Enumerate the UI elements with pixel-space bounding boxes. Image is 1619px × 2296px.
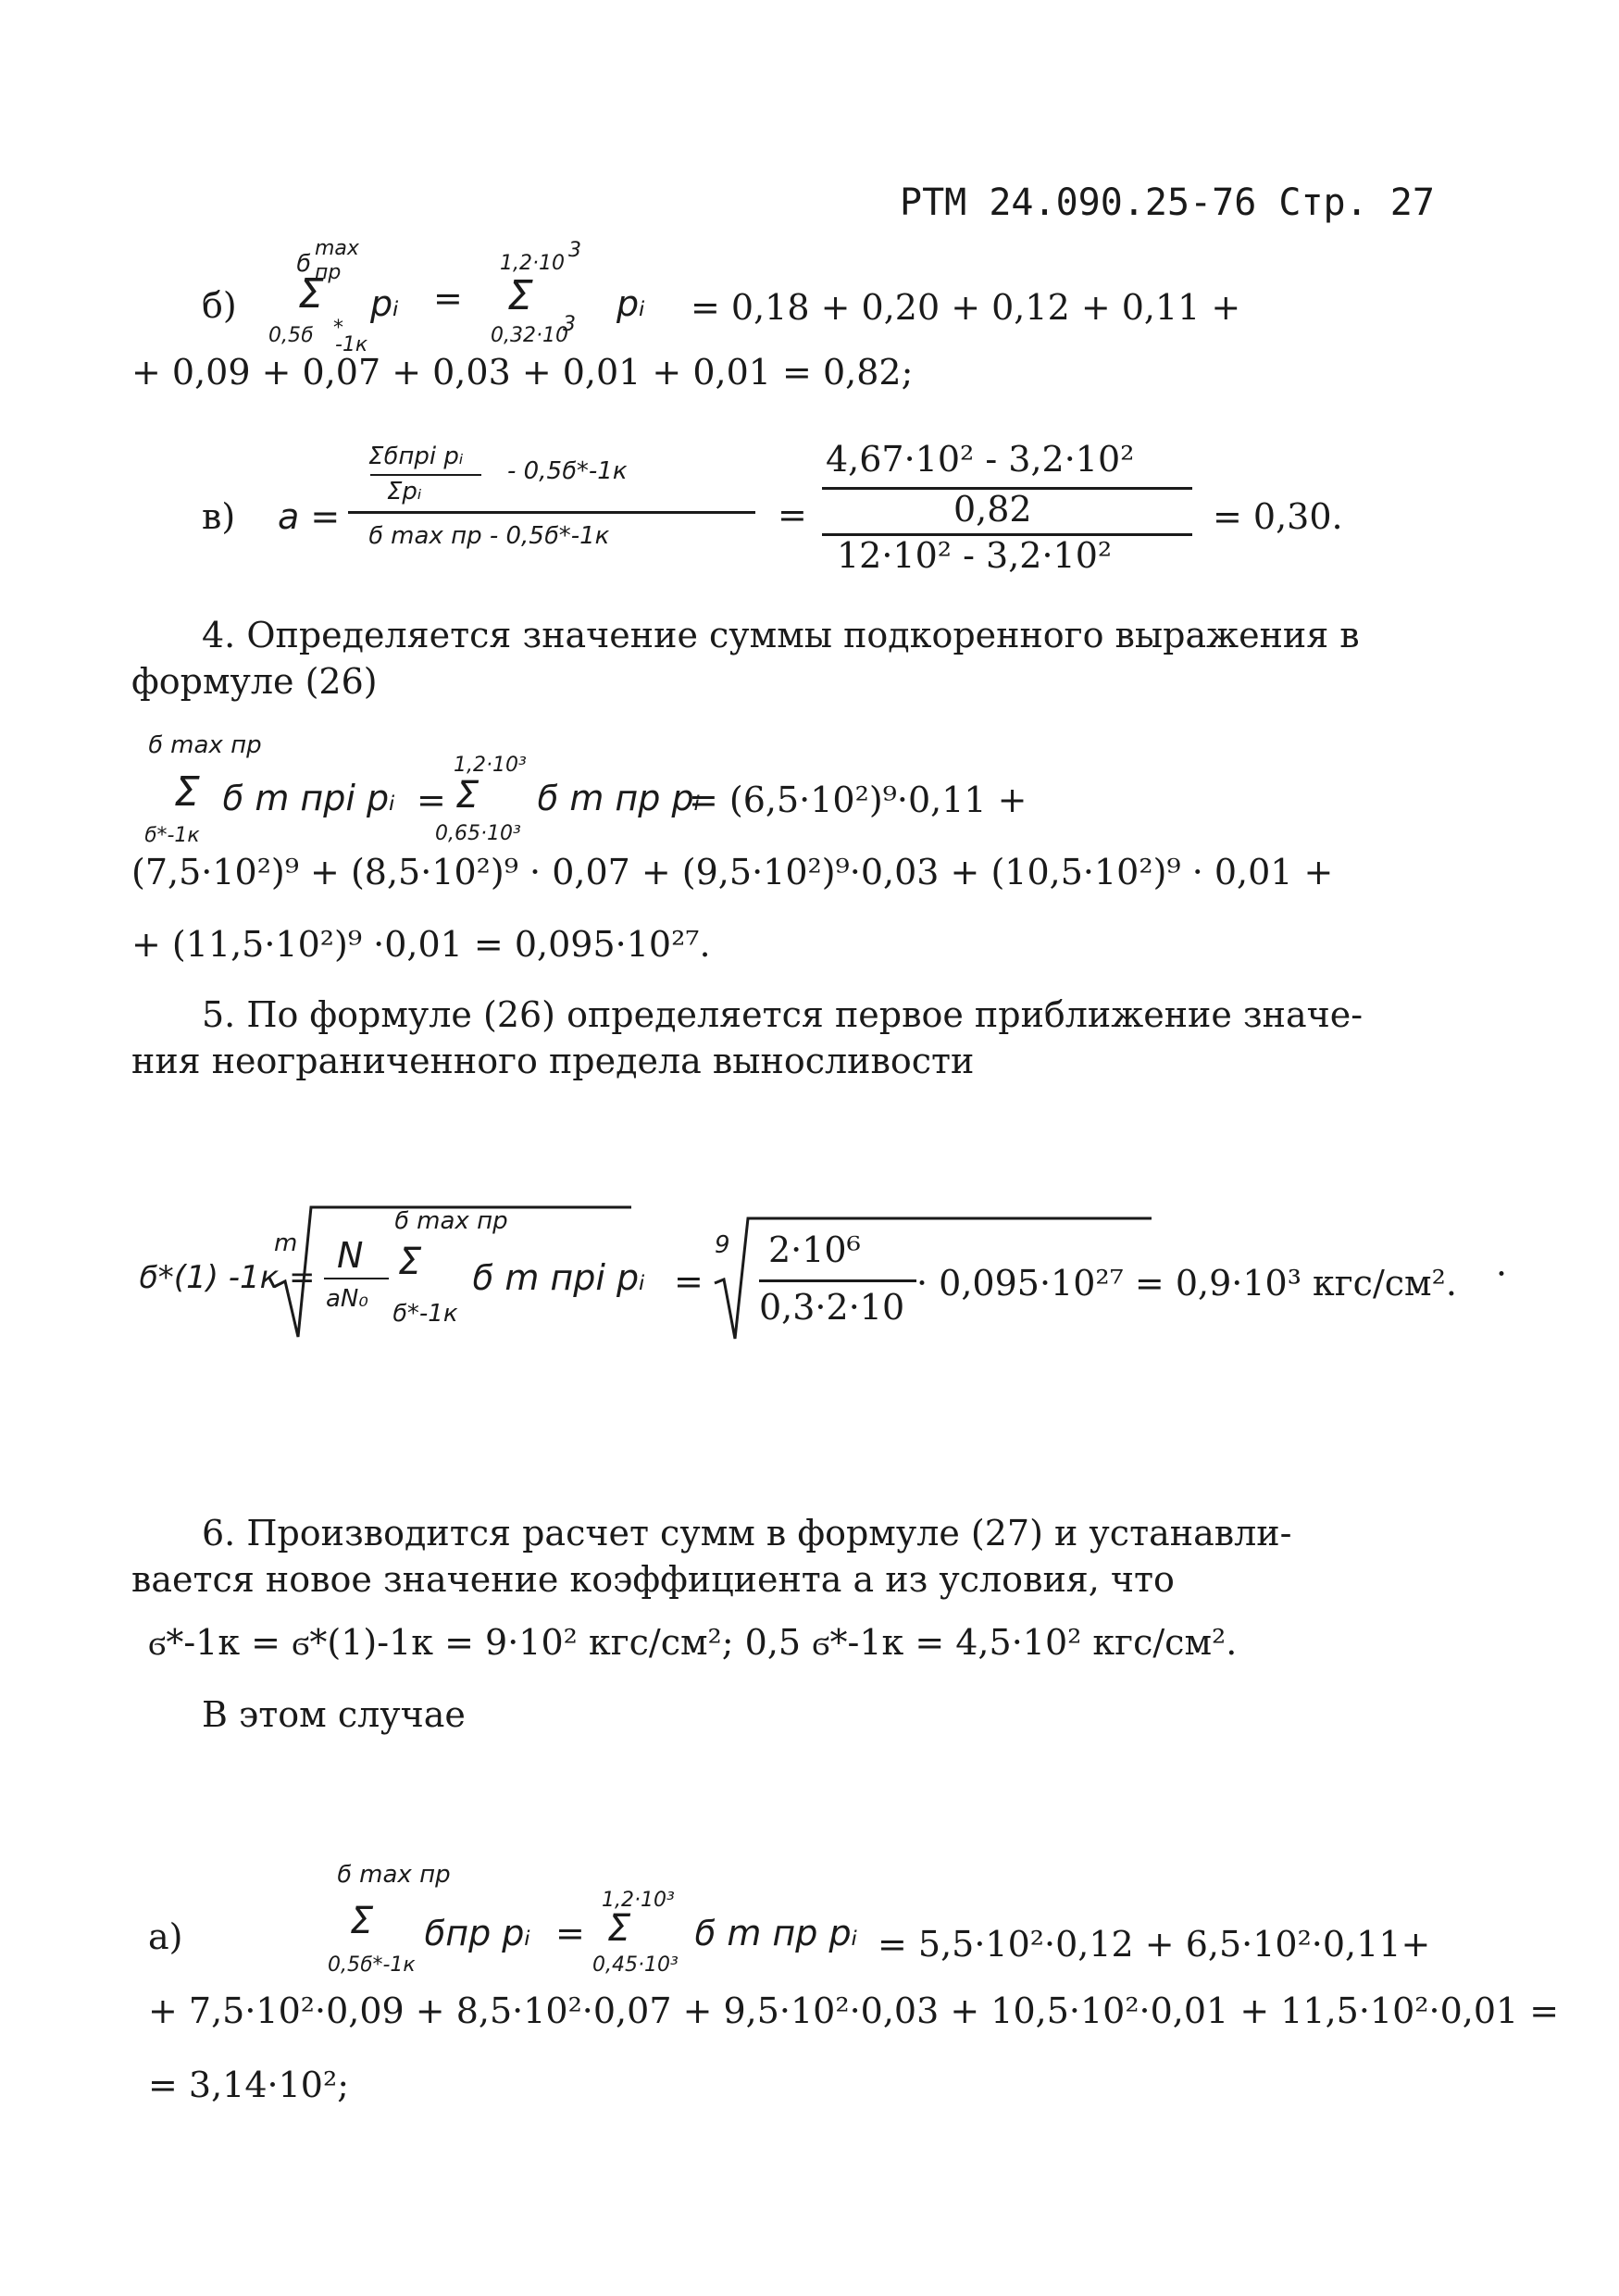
sum-lower-sup: * bbox=[333, 317, 343, 340]
rhs-line-3: + (11,5·10²)⁹ ·0,01 = 0,095·10²⁷. bbox=[131, 924, 711, 965]
root-index: 9 bbox=[715, 1231, 730, 1259]
sum-upper: ϭ max пр bbox=[148, 731, 262, 759]
sum-lower-exp: 3 bbox=[563, 313, 576, 336]
inner-frac-num: Σϭпрi pᵢ bbox=[368, 443, 464, 470]
paragraph-5-line-2: ния неограниченного предела выносливости bbox=[131, 1041, 975, 1081]
sum-lower: ϭ*-1к bbox=[144, 824, 200, 847]
numeric-frac-mid: 0,82 bbox=[953, 489, 1032, 530]
inner-frac-den: Σpᵢ bbox=[387, 478, 422, 505]
sigma-icon: Σ bbox=[607, 1907, 631, 1950]
sigma-icon: Σ bbox=[507, 272, 533, 319]
a-symbol: a = bbox=[278, 496, 341, 537]
sum-lower: 0,32·10 bbox=[491, 324, 568, 347]
sum-lower: 0,45·10³ bbox=[592, 1953, 679, 1977]
paragraph-4-line-1: 4. Определяется значение суммы подкоренного выражения в bbox=[202, 615, 1360, 655]
rhs: · 0,095·10²⁷ = 0,9·10³ кгс/см². bbox=[916, 1263, 1457, 1304]
equals-sign: = bbox=[778, 494, 807, 535]
sum-upper-sub: пр bbox=[315, 261, 342, 284]
frac-num: 2·10⁶ bbox=[768, 1229, 861, 1270]
sum-upper: 1,2·10³ bbox=[454, 754, 527, 777]
main-frac-line bbox=[348, 511, 755, 514]
numerator-rest: - 0,5ϭ*-1к bbox=[507, 457, 628, 485]
equals-sign: = bbox=[417, 780, 446, 820]
lhs: ϭ*(1) -1к = bbox=[139, 1259, 316, 1296]
paragraph-6-line-2: вается новое значение коэффициента a из условия, что bbox=[131, 1559, 1175, 1600]
rhs-line-1: = (6,5·10²)⁹·0,11 + bbox=[689, 780, 1027, 820]
sum-lower: 0,5ϭ*-1к bbox=[328, 1953, 416, 1977]
rhs-line-2: + 0,09 + 0,07 + 0,03 + 0,01 + 0,01 = 0,82; bbox=[131, 352, 914, 393]
item-label-v: в) bbox=[202, 496, 236, 537]
frac-den: 0,3·2·10 bbox=[759, 1287, 905, 1328]
rhs-line-2: + 7,5·10²·0,09 + 8,5·10²·0,07 + 9,5·10²·0,03 + 10,5·10²·0,01 + 11,5·10²·0,01 = bbox=[148, 1990, 1560, 2031]
sum-formula-4a bbox=[139, 731, 417, 861]
item-label-b: б) bbox=[202, 285, 237, 326]
sum-term: ϭ m пр pᵢ bbox=[537, 778, 701, 818]
numeric-frac-den: 12·10² - 3,2·10² bbox=[837, 535, 1113, 576]
sum-upper: 1,2·10³ bbox=[602, 1889, 675, 1912]
sum-term: ϭ m прi pᵢ bbox=[222, 778, 395, 818]
sum-formula-4b bbox=[435, 731, 713, 861]
root-index: m bbox=[274, 1229, 298, 1257]
stray-mark: · bbox=[1496, 1254, 1508, 1294]
sum-formula-a2 bbox=[574, 1861, 858, 1990]
numeric-frac-num: 4,67·10² - 3,2·10² bbox=[826, 439, 1135, 480]
sum-lower: 0,65·10³ bbox=[435, 822, 521, 845]
sigma-icon: Σ bbox=[455, 774, 479, 817]
paragraph-6-line-1: 6. Производится расчет сумм в формуле (27) и устанавли- bbox=[202, 1513, 1292, 1554]
sum-term: pᵢ bbox=[616, 283, 645, 324]
equals-sign: = bbox=[433, 278, 463, 318]
sigma-icon: Σ bbox=[174, 768, 200, 816]
page-header: РТМ 24.090.25-76 Стр. 27 bbox=[900, 181, 1435, 224]
sum-upper-exp: 3 bbox=[568, 239, 581, 262]
sum-upper: ϭ max пр bbox=[337, 1861, 451, 1889]
sum-upper: ϭ max пр bbox=[394, 1207, 508, 1235]
sum-upper: 1,2·10 bbox=[500, 252, 565, 275]
rhs-line-1: = 0,18 + 0,20 + 0,12 + 0,11 + bbox=[691, 287, 1241, 328]
paragraph-5-line-1: 5. По формуле (26) определяется первое приближение значе- bbox=[202, 994, 1364, 1035]
sum-term: ϭ m прi pᵢ bbox=[472, 1257, 645, 1298]
sum-formula-b2 bbox=[481, 239, 685, 347]
paragraph-4-line-2: формуле (26) bbox=[131, 661, 378, 702]
rhs-line-1: = 5,5·10²·0,12 + 6,5·10²·0,11+ bbox=[878, 1924, 1431, 1965]
item-label-a: а) bbox=[148, 1916, 183, 1957]
sum-lower-sub: -1к bbox=[335, 333, 368, 356]
frac-line bbox=[324, 1278, 389, 1279]
paragraph-6-line-3: ϭ*-1к = ϭ*(1)-1к = 9·10² кгс/см²; 0,5 ϭ*-1к = 4,5·10² кгс/см². bbox=[148, 1622, 1238, 1663]
sum-upper-sup: max bbox=[315, 237, 359, 260]
sum-formula-a1 bbox=[315, 1861, 531, 1990]
inner-frac-line bbox=[370, 474, 481, 476]
frac-num: N bbox=[337, 1235, 364, 1276]
equals-sign: = bbox=[555, 1913, 585, 1953]
equals-sign: = bbox=[674, 1261, 704, 1302]
sigma-icon: Σ bbox=[398, 1241, 422, 1283]
sigma-icon: Σ bbox=[298, 270, 324, 318]
sum-formula-b1 bbox=[268, 237, 407, 356]
sum-term: ϭ m пр pᵢ bbox=[694, 1913, 858, 1953]
frac-line bbox=[759, 1279, 916, 1282]
sum-term: ϭпр pᵢ bbox=[424, 1913, 531, 1953]
sum-formula-5 bbox=[389, 1207, 645, 1346]
main-frac-den: ϭ max пр - 0,5ϭ*-1к bbox=[368, 522, 610, 550]
rhs-line-3: = 3,14·10²; bbox=[148, 2065, 349, 2105]
rhs-line-2: (7,5·10²)⁹ + (8,5·10²)⁹ · 0,07 + (9,5·10²)⁹·0,03 + (10,5·10²)⁹ · 0,01 + bbox=[131, 852, 1334, 892]
result: = 0,30. bbox=[1213, 496, 1343, 537]
paragraph-6-line-4: В этом случае bbox=[202, 1694, 466, 1735]
sum-lower: ϭ*-1к bbox=[392, 1300, 458, 1328]
sum-upper-symbol: ϭ bbox=[296, 250, 311, 278]
sigma-icon: Σ bbox=[350, 1900, 374, 1942]
frac-den: aN₀ bbox=[326, 1285, 368, 1313]
sum-lower: 0,5ϭ bbox=[268, 324, 314, 347]
sum-term: pᵢ bbox=[370, 283, 399, 324]
